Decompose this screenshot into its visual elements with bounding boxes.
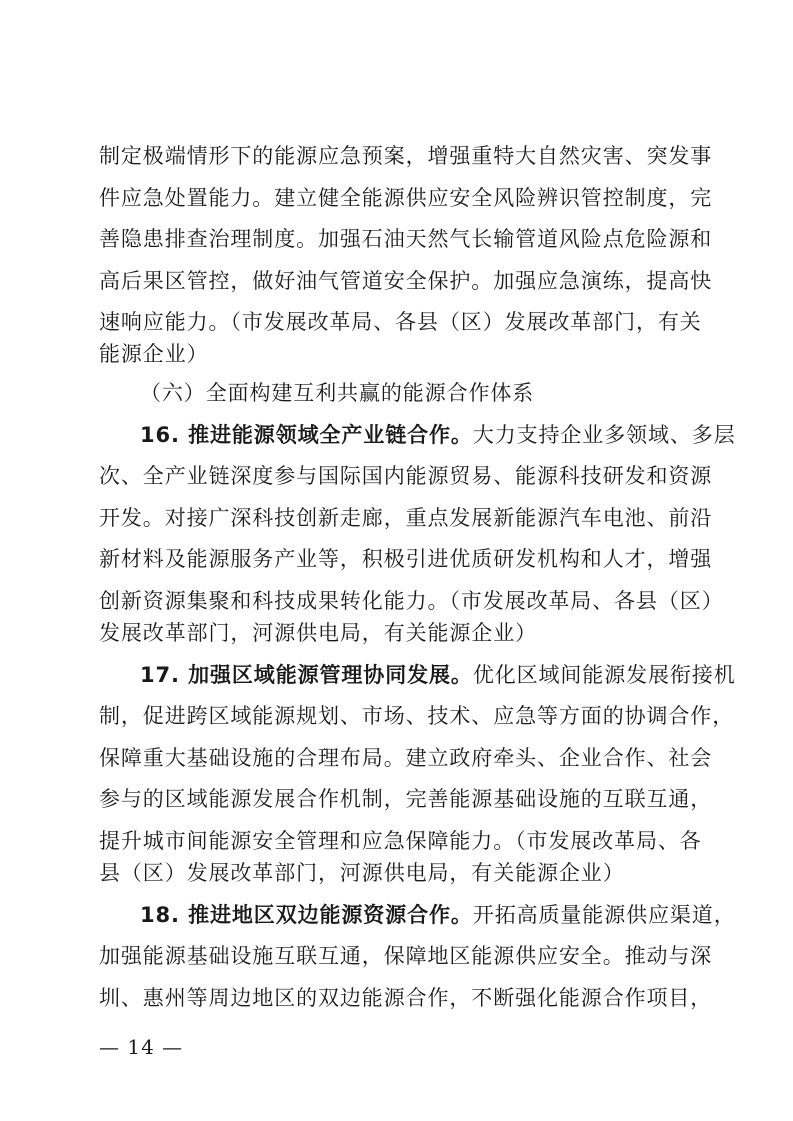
paragraph-line: 新材料及能源服务产业等，积极引进优质研发机构和人才，增强 [99, 547, 713, 571]
paragraph-line-16 [140, 420, 736, 450]
paragraph-line: 制定极端情形下的能源应急预案，增强重特大自然灾害、突发事 [99, 144, 713, 168]
paragraph-line: 参与的区域能源发展合作机制，完善能源基础设施的互联互通， [99, 787, 713, 811]
paragraph-line: 制，促进跨区域能源规划、市场、技术、应急等方面的协调合作， [99, 704, 735, 728]
paragraph-line-18 [140, 900, 736, 930]
item-text-17: 优化区域间能源发展衔接机 [472, 663, 736, 687]
paragraph-line: 次、全产业链深度参与国际国内能源贸易、能源科技研发和资源 [99, 464, 713, 488]
paragraph-line: 件应急处置能力。建立健全能源供应安全风险辨识管控制度，完 [99, 186, 713, 210]
paragraph-line: 善隐患排查治理制度。加强石油天然气长输管道风险点危险源和 [99, 227, 713, 251]
item-heading-18: 18. 推进地区双边能源资源合作。 [140, 903, 473, 927]
page-number: — 14 — [99, 1035, 184, 1059]
paragraph-line: 能源企业） [99, 342, 209, 366]
paragraph-line-17 [140, 660, 736, 690]
paragraph-line: 加强能源基础设施互联互通，保障地区能源供应安全。推动与深 [99, 944, 713, 968]
paragraph-line: 提升城市间能源安全管理和应急保障能力。（市发展改革局、各 [99, 829, 702, 853]
paragraph-line: 县（区）发展改革部门，河源供电局，有关能源企业） [99, 861, 625, 885]
paragraph-line: 开发。对接广深科技创新走廊，重点发展新能源汽车电池、前沿 [99, 506, 713, 530]
item-text-18: 开拓高质量能源供应渠道， [472, 903, 736, 927]
item-heading-17: 17. 加强区域能源管理协同发展。 [140, 663, 473, 687]
paragraph-line: 圳、惠州等周边地区的双边能源合作，不断强化能源合作项目， [99, 986, 713, 1010]
paragraph-line: 保障重大基础设施的合理布局。建立政府牵头、企业合作、社会 [99, 746, 713, 770]
item-text-16: 大力支持企业多领域、多层 [472, 423, 736, 447]
paragraph-line: 创新资源集聚和科技成果转化能力。（市发展改革局、各县（区） [99, 589, 724, 613]
paragraph-line: 速响应能力。（市发展改革局、各县（区）发展改革部门，有关 [99, 310, 702, 334]
item-heading-16: 16. 推进能源领域全产业链合作。 [140, 423, 473, 447]
paragraph-line: 发展改革部门，河源供电局，有关能源企业） [99, 621, 537, 645]
paragraph-line: 高后果区管控，做好油气管道安全保护。加强应急演练，提高快 [99, 269, 713, 293]
section-heading: （六）全面构建互利共赢的能源合作体系 [140, 381, 535, 405]
